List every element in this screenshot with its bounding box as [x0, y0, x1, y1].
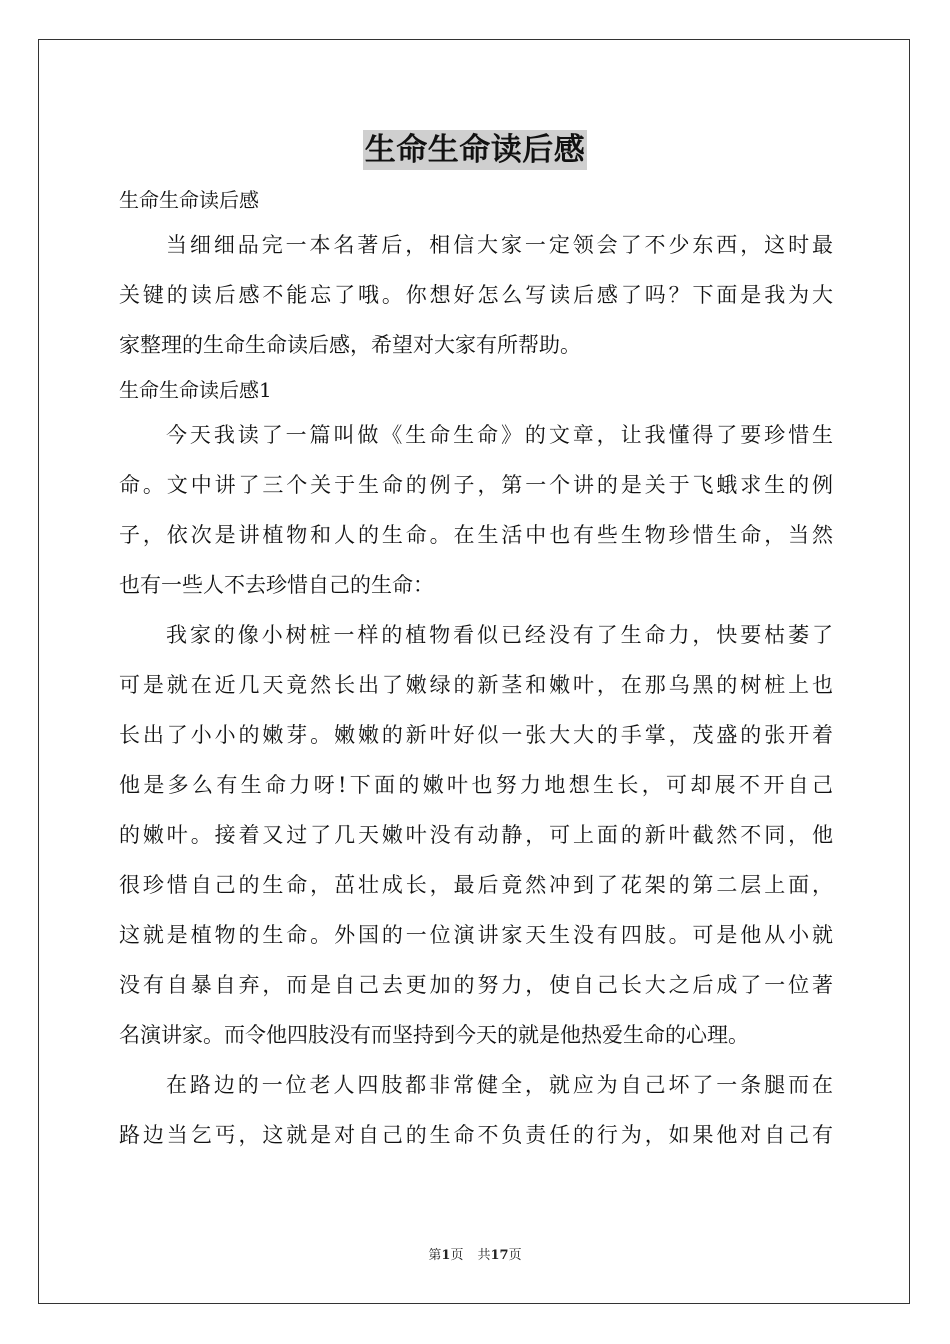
paragraph-line: 长出了小小的嫩芽。嫩嫩的新叶好似一张大大的手掌，茂盛的张开着: [119, 723, 833, 747]
page-suffix: 页: [450, 1248, 464, 1263]
intro-line: 关键的读后感不能忘了哦。你想好怎么写读后感了吗？下面是我为大: [119, 283, 833, 307]
section-heading: 生命生命读后感1: [119, 378, 272, 402]
intro-line: 家整理的生命生命读后感，希望对大家有所帮助。: [119, 333, 581, 357]
paragraph-line: 名演讲家。而令他四肢没有而坚持到今天的就是他热爱生命的心理。: [119, 1023, 749, 1047]
paragraph-line: 今天我读了一篇叫做《生命生命》的文章，让我懂得了要珍惜生: [166, 423, 833, 447]
document-body: [119, 180, 833, 1160]
paragraph-line: 在路边的一位老人四肢都非常健全，就应为自己坏了一条腿而在: [166, 1073, 833, 1097]
paragraph-line: 路边当乞丐，这就是对自己的生命不负责任的行为，如果他对自己有: [119, 1123, 833, 1147]
page-footer: [0, 1246, 950, 1266]
paragraph-line: 子，依次是讲植物和人的生命。在生活中也有些生物珍惜生命，当然: [119, 523, 833, 547]
paragraph-line: 我家的像小树桩一样的植物看似已经没有了生命力，快要枯萎了: [166, 623, 833, 647]
paragraph-line: 可是就在近几天竟然长出了嫩绿的新茎和嫩叶，在那乌黑的树桩上也: [119, 673, 833, 697]
total-prefix: 共: [477, 1248, 491, 1263]
paragraph-line: 这就是植物的生命。外国的一位演讲家天生没有四肢。可是他从小就: [119, 923, 833, 947]
document-subtitle: 生命生命读后感: [119, 188, 259, 212]
paragraph-line: 很珍惜自己的生命，茁壮成长，最后竟然冲到了花架的第二层上面，: [119, 873, 833, 897]
intro-line: 当细细品完一本名著后，相信大家一定领会了不少东西，这时最: [166, 233, 833, 257]
document-title: 生命生命读后感: [364, 132, 586, 168]
page-number: 1: [441, 1248, 451, 1263]
total-pages: 17: [490, 1248, 509, 1263]
paragraph-line: 没有自暴自弃，而是自己去更加的努力，使自己长大之后成了一位著: [119, 973, 833, 997]
page-prefix: 第: [428, 1248, 442, 1263]
total-suffix: 页: [508, 1248, 522, 1263]
title-container: [0, 130, 950, 170]
paragraph-line: 也有一些人不去珍惜自己的生命：: [119, 573, 434, 597]
paragraph-line: 的嫩叶。接着又过了几天嫩叶没有动静，可上面的新叶截然不同，他: [119, 823, 833, 847]
paragraph-line: 他是多么有生命力呀!下面的嫩叶也努力地想生长，可却展不开自己: [119, 773, 833, 797]
paragraph-line: 命。文中讲了三个关于生命的例子，第一个讲的是关于飞蛾求生的例: [119, 473, 833, 497]
